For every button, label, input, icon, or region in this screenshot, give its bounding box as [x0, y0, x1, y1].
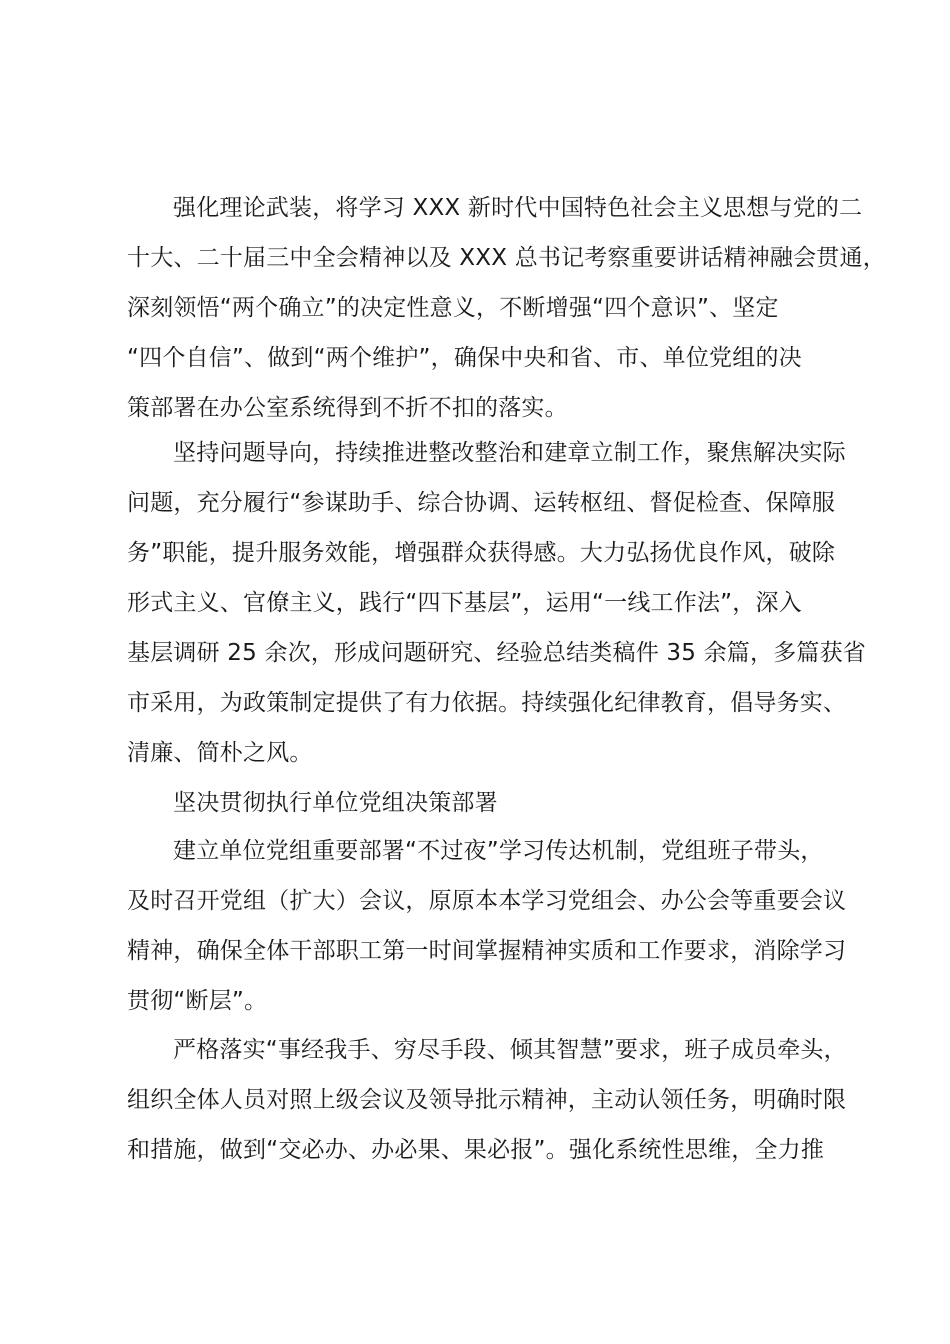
text-line: 组织全体人员对照上级会议及领导批示精神，主动认领任务，明确时限	[127, 1087, 847, 1113]
text-line: “四个自信”、做到“两个维护”，确保中央和省、市、单位党组的决	[127, 345, 802, 371]
text-line: 及时召开党组（扩大）会议，原原本本学习党组会、办公会等重要会议	[127, 888, 847, 914]
text-line: 十大、二十届三中全会精神以及 XXX 总书记考察重要讲话精神融会贯通，	[127, 245, 886, 271]
text-line: 深刻领悟“两个确立”的决定性意义，不断增强“四个意识”、坚定	[127, 295, 779, 321]
text-line: 基层调研 25 余次，形成问题研究、经验总结类稿件 35 余篇，多篇获省	[127, 640, 866, 666]
text-line: 贯彻“断层”。	[127, 988, 268, 1014]
section-heading	[127, 778, 827, 828]
text-line: 严格落实“事经我手、穷尽手段、倾其智慧”要求，班子成员牵头，	[173, 1037, 847, 1063]
text-line: 强化理论武装，将学习 XXX 新时代中国特色社会主义思想与党的二	[173, 195, 863, 221]
paragraph-implement	[127, 1025, 847, 1175]
paragraph-theory	[127, 183, 886, 433]
text-line: 市采用，为政策制定提供了有力依据。持续强化纪律教育，倡导务实、	[127, 690, 847, 716]
text-line: 问题，充分履行“参谋助手、综合协调、运转枢纽、督促检查、保障服	[127, 490, 836, 516]
text-line: 务”职能，提升服务效能，增强群众获得感。大力弘扬优良作风，破除	[127, 540, 836, 566]
text-line: 精神，确保全体干部职工第一时间掌握精神实质和工作要求，消除学习	[127, 938, 847, 964]
paragraph-mechanism	[127, 826, 847, 1026]
text-line: 建立单位党组重要部署“不过夜”学习传达机制，党组班子带头，	[173, 838, 824, 864]
text-line: 坚持问题导向，持续推进整改整治和建章立制工作，聚焦解决实际	[173, 440, 846, 466]
text-line: 策部署在办公室系统得到不折不扣的落实。	[127, 395, 568, 421]
text-line: 和措施，做到“交必办、办必果、果必报”。强化系统性思维，全力推	[127, 1137, 825, 1163]
paragraph-problem	[127, 428, 866, 778]
section-heading-text: 坚决贯彻执行单位党组决策部署	[173, 790, 498, 816]
text-line: 清廉、简朴之风。	[127, 740, 313, 766]
text-line: 形式主义、官僚主义，践行“四下基层”，运用“一线工作法”，深入	[127, 590, 802, 616]
